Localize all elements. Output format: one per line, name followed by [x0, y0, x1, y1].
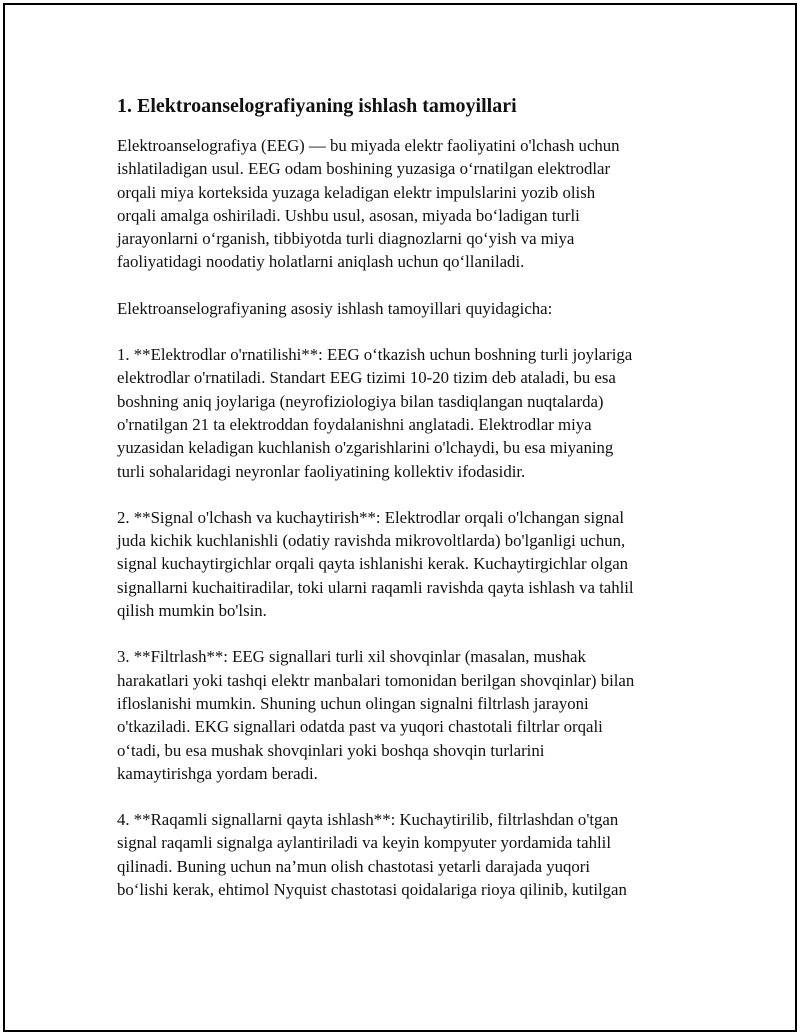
paragraph-signal-amplification	[117, 506, 707, 622]
text-line: Elektroanselografiyaning asosiy ishlash tamoyillari quyidagicha:	[117, 298, 553, 318]
text-line: orqali amalga oshiriladi. Ushbu usul, asosan, miyada bo‘ladigan turli	[117, 205, 580, 225]
text-line: juda kichik kuchlanishli (odatiy ravishda mikrovoltlarda) bo'lganligi uchun,	[117, 531, 626, 551]
text-line: o'tkaziladi. EKG signallari odatda past va yuqori chastotali filtrlar orqali	[117, 717, 603, 737]
text-line: yuzasidan keladigan kuchlanish o'zgarishlarini o'lchaydi, bu esa miyaning	[117, 438, 614, 458]
paragraph-electrodes	[117, 343, 707, 483]
text-line: ifloslanishi mumkin. Shuning uchun olingan signalni filtrlash jarayoni	[117, 693, 589, 713]
text-line: signal raqamli signalga aylantiriladi va keyin kompyuter yordamida tahlil	[117, 833, 611, 853]
text-line: qilish mumkin bo'lsin.	[117, 601, 267, 621]
text-line: 4. **Raqamli signallarni qayta ishlash**: Kuchaytirilib, filtrlashdan o'tgan	[117, 810, 619, 830]
section-title: 1. Elektroanselografiyaning ishlash tamoyillari	[117, 95, 517, 117]
text-line: Elektroanselografiya (EEG) — bu miyada elektr faoliyatini o'lchash uchun	[117, 136, 620, 155]
paragraph-filtering	[117, 645, 707, 785]
text-line: elektrodlar o'rnatiladi. Standart EEG tizimi 10-20 tizim deb ataladi, bu esa	[117, 368, 616, 388]
text-line: orqali miya korteksida yuzaga keladigan elektr impulslarini yozib olish	[117, 182, 596, 202]
text-line: signal kuchaytirgichlar orqali qayta ishlanishi kerak. Kuchaytirgichlar olgan	[117, 554, 629, 574]
text-line: ishlatiladigan usul. EEG odam boshining yuzasiga o‘rnatilgan elektrodlar	[117, 159, 611, 179]
text-line: o'rnatilgan 21 ta elektroddan foydalanishni anglatadi. Elektrodlar miya	[117, 414, 592, 434]
text-line: 1. **Elektrodlar o'rnatilishi**: EEG o‘tkazish uchun boshning turli joylariga	[117, 345, 633, 365]
paragraph-intro	[117, 134, 707, 274]
text-line: signallarni kuchaitiradilar, toki ularni raqamli ravishda qayta ishlash va tahlil	[117, 577, 634, 597]
text-line: bo‘lishi kerak, ehtimol Nyquist chastotasi qoidalariga rioya qilinib, kutilgan	[117, 880, 627, 900]
text-line: o‘tadi, bu esa mushak shovqinlari yoki boshqa shovqin turlarini	[117, 740, 545, 760]
text-line: jarayonlarni o‘rganish, tibbiyotda turli diagnozlarni qo‘yish va miya	[117, 229, 575, 249]
text-line: kamaytirishga yordam beradi.	[117, 763, 318, 783]
text-line: 2. **Signal o'lchash va kuchaytirish**: Elektrodlar orqali o'lchangan signal	[117, 507, 625, 527]
text-line: faoliyatidagi noodatiy holatlarni aniqlash uchun qo‘llaniladi.	[117, 252, 525, 272]
text-line: boshning aniq joylariga (neyrofiziologiya bilan tasdiqlangan nuqtalarda)	[117, 391, 604, 411]
paragraph-digital-processing	[117, 808, 707, 901]
text-line: qilinadi. Buning uchun na’mun olish chastotasi yetarli darajada yuqori	[117, 856, 591, 876]
text-line: 3. **Filtrlash**: EEG signallari turli xil shovqinlar (masalan, mushak	[117, 647, 586, 667]
document-body	[117, 92, 707, 924]
text-line: turli sohalaridagi neyronlar faoliyatining kollektiv ifodasidir.	[117, 461, 526, 481]
text-line: harakatlari yoki tashqi elektr manbalari tomonidan berilgan shovqinlar) bilan	[117, 670, 635, 690]
paragraph-principles-intro	[117, 297, 707, 320]
